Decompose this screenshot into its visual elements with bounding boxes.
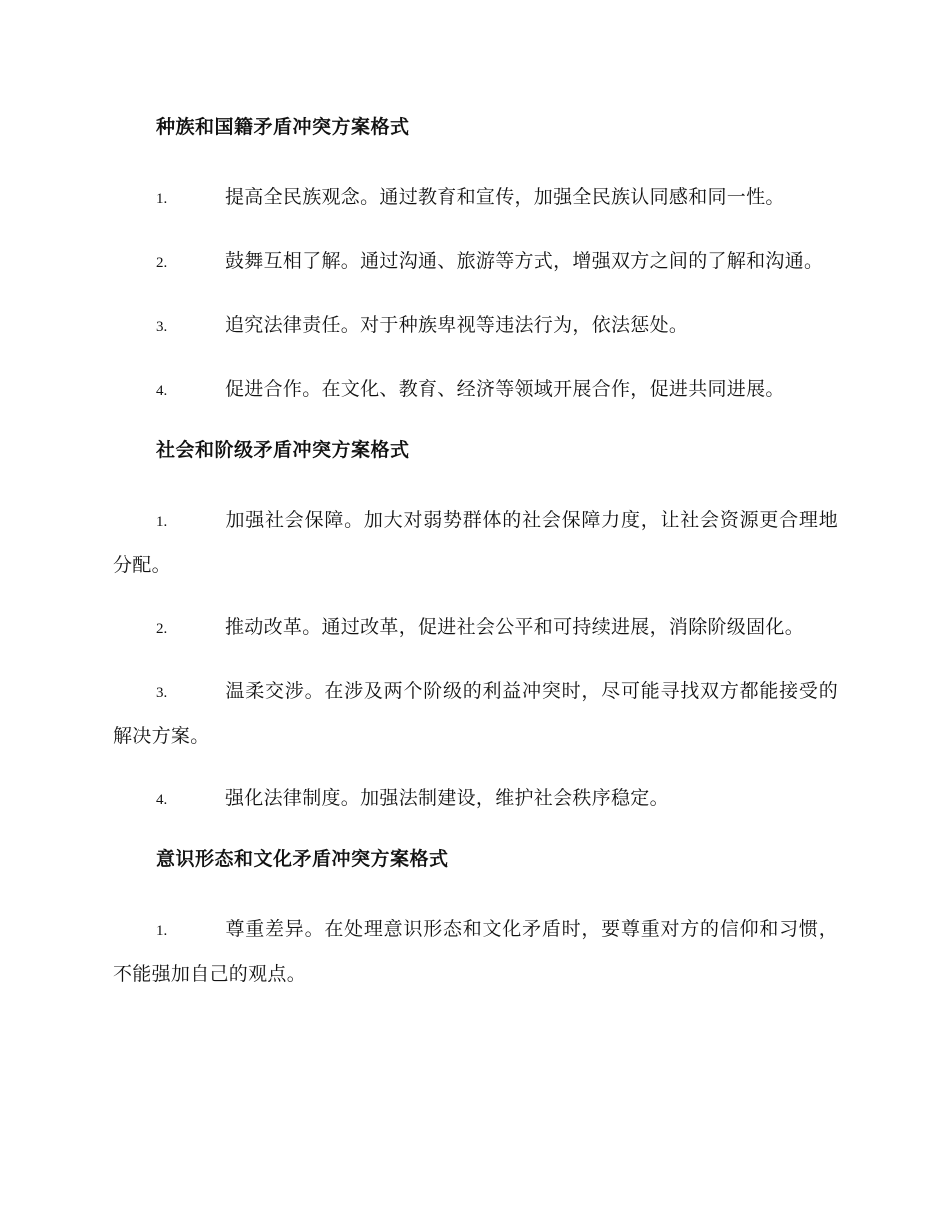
section-ethnic-conflict [113,109,838,413]
list-item [113,368,838,413]
section-heading: 意识形态和文化矛盾冲突方案格式 [156,848,449,870]
item-number: 1. [156,923,168,939]
item-number: 3. [156,319,168,335]
list-item [113,240,838,285]
list-item [113,777,838,822]
list-item [113,908,838,996]
document-page [113,109,838,1015]
item-number: 1. [156,514,168,530]
item-number: 4. [156,383,168,399]
item-text: 追究法律责任。对于种族卑视等违法行为，依法惩处。 [225,314,689,336]
item-number: 1. [156,191,168,207]
item-text: 促进合作。在文化、教育、经济等领域开展合作，促进共同进展。 [225,378,785,400]
list-item [113,606,838,651]
item-text: 强化法律制度。加强法制建设，维护社会秩序稳定。 [225,787,669,809]
item-text: 加强社会保障。加大对弱势群体的社会保障力度，让社会资源更合理地分配。 [113,509,838,576]
list-item [113,499,838,587]
item-text: 提高全民族观念。通过教育和宣传，加强全民族认同感和同一性。 [225,186,785,208]
item-text: 鼓舞互相了解。通过沟通、旅游等方式，增强双方之间的了解和沟通。 [225,250,824,272]
item-number: 2. [156,255,168,271]
item-number: 2. [156,621,168,637]
section-social-class-conflict [113,432,838,822]
list-item [113,176,838,221]
list-item [113,670,838,758]
item-text: 温柔交涉。在涉及两个阶级的利益冲突时，尽可能寻找双方都能接受的解决方案。 [113,680,838,747]
item-number: 4. [156,792,168,808]
list-item [113,304,838,349]
item-text: 尊重差异。在处理意识形态和文化矛盾时，要尊重对方的信仰和习惯，不能强加自己的观点。 [113,918,838,985]
item-number: 3. [156,685,168,701]
item-text: 推动改革。通过改革，促进社会公平和可持续进展，消除阶级固化。 [225,616,805,638]
section-ideology-culture-conflict [113,841,838,996]
section-heading: 种族和国籍矛盾冲突方案格式 [156,116,410,138]
section-heading: 社会和阶级矛盾冲突方案格式 [156,439,410,461]
